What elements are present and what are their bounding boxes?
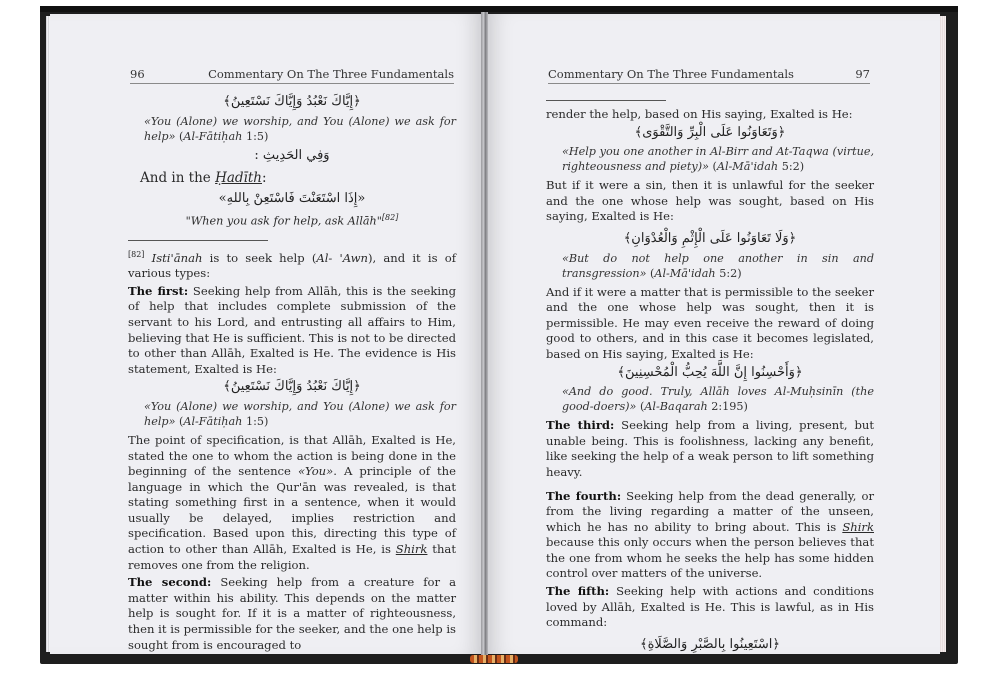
hadith-label-arabic: وَفِي الحَدِيثِ : (254, 147, 330, 163)
verse4-arabic: ﴿اسْتَعِينُوا بِالصَّبْرِ وَالصَّلَاةِ﴾ (640, 636, 780, 652)
right-running-head (548, 59, 870, 84)
footnote-continuation-divider (546, 100, 666, 101)
permissible-paragraph: And if it were a matter that is permissible to the seeker and the one whose help was sought, then it is permissible. He may even receive the reward of doing good to others, and in this case it becomes legislated, based on His saying, Exalted is He: (546, 284, 874, 361)
specification-paragraph: The point of specification, is that Allāh, Exalted is He, stated the one to whom the action is being done in the beginning of the sentence «You». A principle of the language in which the Qur'ān was revealed, is that stating something first in a sentence, when it would usually be delayed, implies restriction and specification. Based upon this, directing this type of action to other than Allāh, Exalted is He, is Shirk that removes one from the religion. (128, 432, 457, 572)
verse2-arabic: ﴿إِيَّاكَ نَعْبُدُ وَإِيَّاكَ نَسْتَعِينُ﴾ (223, 379, 361, 395)
hadith-intro: And in the Ḥadīth: (140, 170, 267, 187)
footnote-divider (128, 240, 268, 241)
verse2-translation: «But do not help one another in sin and transgression» (Al-Mā'idah 5:2) (562, 251, 874, 280)
left-running-head (130, 59, 454, 84)
sin-paragraph: But if it were a sin, then it is unlawful for the seeker and the one whose help was sought, based on His saying, Exalted is He: (546, 178, 874, 224)
footnote-reference: [82] (381, 213, 399, 223)
footnote-82: [82] Isti'ānah is to seek help (Al- 'Awn), and it is of various types: (128, 249, 457, 281)
verse1-arabic: ﴿وَتَعَاوَنُوا عَلَى الْبِرِّ وَالتَّقْوَى﴾ (634, 124, 786, 140)
verse-arabic: ﴿إِيَّاكَ نَعْبُدُ وَإِيَّاكَ نَسْتَعِينُ﴾ (223, 94, 361, 109)
verse3-arabic: ﴿وَأَحْسِنُوا إِنَّ اللَّهَ يُحِبُّ الْمُحْسِنِينَ﴾ (617, 364, 803, 380)
hadith-translation: "When you ask for help, ask Allāh"[82] (185, 213, 399, 229)
verse-translation: «You (Alone) we worship, and You (Alone) we ask for help» (Al-Fātiḥah 1:5) (144, 114, 456, 143)
second-type-paragraph: The second: Seeking help from a creature for a matter within his ability. This depends on the matter help is sought for. If it is a matter of righteousness, then it is permissible for the seeker, and the one help is sought from is encouraged to (128, 575, 457, 652)
page-number: 96 (130, 67, 145, 81)
running-title: Commentary On The Three Fundamentals (548, 67, 794, 81)
right-page (488, 14, 940, 654)
continuation-text: render the help, based on His saying, Exalted is He: (546, 107, 853, 121)
first-type-paragraph: The first: Seeking help from Allāh, this is the seeking of help that includes complete submission of the servant to his Lord, and entrusting all affairs to Him, believing that He is sufficient. This is not to be directed to other than Allāh, Exalted is He. The evidence is His statement, Exalted is He: (128, 283, 457, 376)
left-page (50, 14, 481, 654)
verse2-translation: «You (Alone) we worship, and You (Alone) we ask for help» (Al-Fātiḥah 1:5) (144, 399, 456, 428)
verse3-translation: «And do good. Truly, Allāh loves Al-Muḥsinīn (the good-doers)» (Al-Baqarah 2:195) (562, 385, 874, 414)
book-gutter (481, 12, 488, 656)
right-page-body (546, 100, 874, 654)
fifth-type-paragraph: The fifth: Seeking help with actions and conditions loved by Allāh, Exalted is He. This is lawful, as in His command: (546, 584, 874, 630)
fourth-type-paragraph: The fourth: Seeking help from the dead generally, or from the living regarding a matter of the unseen, which he has no ability to bring about. This is Shirk because this only occurs when the person believes that the one from whom he seeks the help has some hidden control over matters of the universe. (546, 488, 875, 581)
third-type-paragraph: The third: Seeking help from a living, present, but unable being. This is foolishness, lacking any benefit, like seeking the help of a weak person to lift something heavy. (546, 418, 874, 479)
running-title: Commentary On The Three Fundamentals (208, 67, 454, 81)
book-headband (470, 655, 518, 663)
left-page-body (128, 92, 456, 654)
verse1-translation: «Help you one another in Al-Birr and At-Taqwa (virtue, righteousness and piety)» (Al-Mā'idah 5:2) (562, 145, 874, 174)
verse2-arabic: ﴿وَلَا تَعَاوَنُوا عَلَى الْإِثْمِ وَالْعُدْوَانِ﴾ (623, 230, 797, 246)
cover-top-edge (40, 6, 958, 12)
hadith-arabic: «إِذَا اسْتَعَنْتَ فَاسْتَعِنْ بِاللهِ» (218, 190, 366, 206)
page-number: 97 (855, 67, 870, 81)
